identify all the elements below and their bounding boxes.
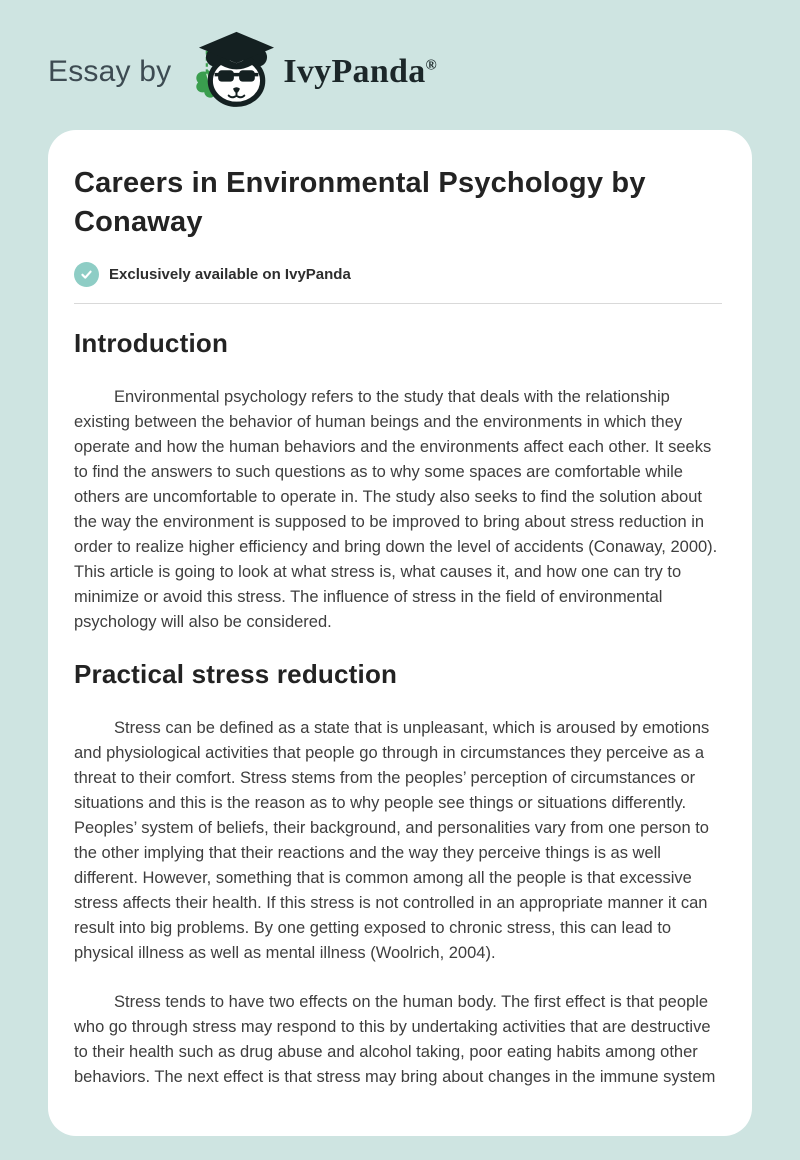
essay-by-label: Essay by <box>48 55 172 88</box>
ivypanda-logo <box>185 30 437 114</box>
site-header <box>0 0 800 116</box>
section-heading-practical-stress-reduction: Practical stress reduction <box>74 659 398 689</box>
essay-title: Careers in Environmental Psychology by Conaway <box>74 167 646 238</box>
exclusive-badge <box>74 262 722 287</box>
section-practical-stress-reduction <box>74 659 722 1090</box>
divider <box>74 303 722 304</box>
exclusive-badge-label: Exclusively available on IvyPanda <box>109 266 351 283</box>
checkmark-icon <box>74 262 99 287</box>
brand-name: IvyPanda® <box>283 53 438 90</box>
paragraph: Environmental psychology refers to the study that deals with the relationship existing between the behavior of human beings and the environments in which they operate and how the human behaviors and the environments affect each other. It seeks to find the answers to such questions as to why some spaces are comfortable while others are uncomfortable to operate in. The study also seeks to find the solution about the way the environment is supposed to be improved to bring about stress reduction in order to realize higher efficiency and bring down the level of accidents (Conaway, 2000). This article is going to look at what stress is, what causes it, and how one can try to minimize or avoid this stress. The influence of stress in the field of environmental psychology will also be considered. <box>74 388 718 631</box>
panda-graduate-logo-icon <box>185 30 281 114</box>
section-introduction <box>74 328 722 635</box>
section-heading-introduction: Introduction <box>74 328 229 358</box>
registered-mark: ® <box>425 57 438 74</box>
paragraph: Stress tends to have two effects on the human body. The first effect is that people who go through stress may respond to this by undertaking activities that are destructive to their health such as drug abuse and alcohol taking, poor eating habits among other behaviors. The next effect is that stress may bring about changes in the immune system <box>74 993 716 1086</box>
paragraph: Stress can be defined as a state that is unpleasant, which is aroused by emotions and physiological activities that people go through in circumstances they perceive as a threat to their comfort. Stress stems from the peoples’ perception of circumstances or situations and this is the reason as to why people see things or situations differently. Peoples’ system of beliefs, their background, and personalities vary from one person to the other implying that their reactions and the way they perceive things is as well different. However, something that is common among all the people is that excessive stress affects their health. If this stress is not controlled in an appropriate manner it can result into big problems. By one getting exposed to chronic stress, this can lead to physical illness as well as mental illness (Woolrich, 2004). <box>74 719 710 962</box>
essay-card <box>48 130 752 1136</box>
